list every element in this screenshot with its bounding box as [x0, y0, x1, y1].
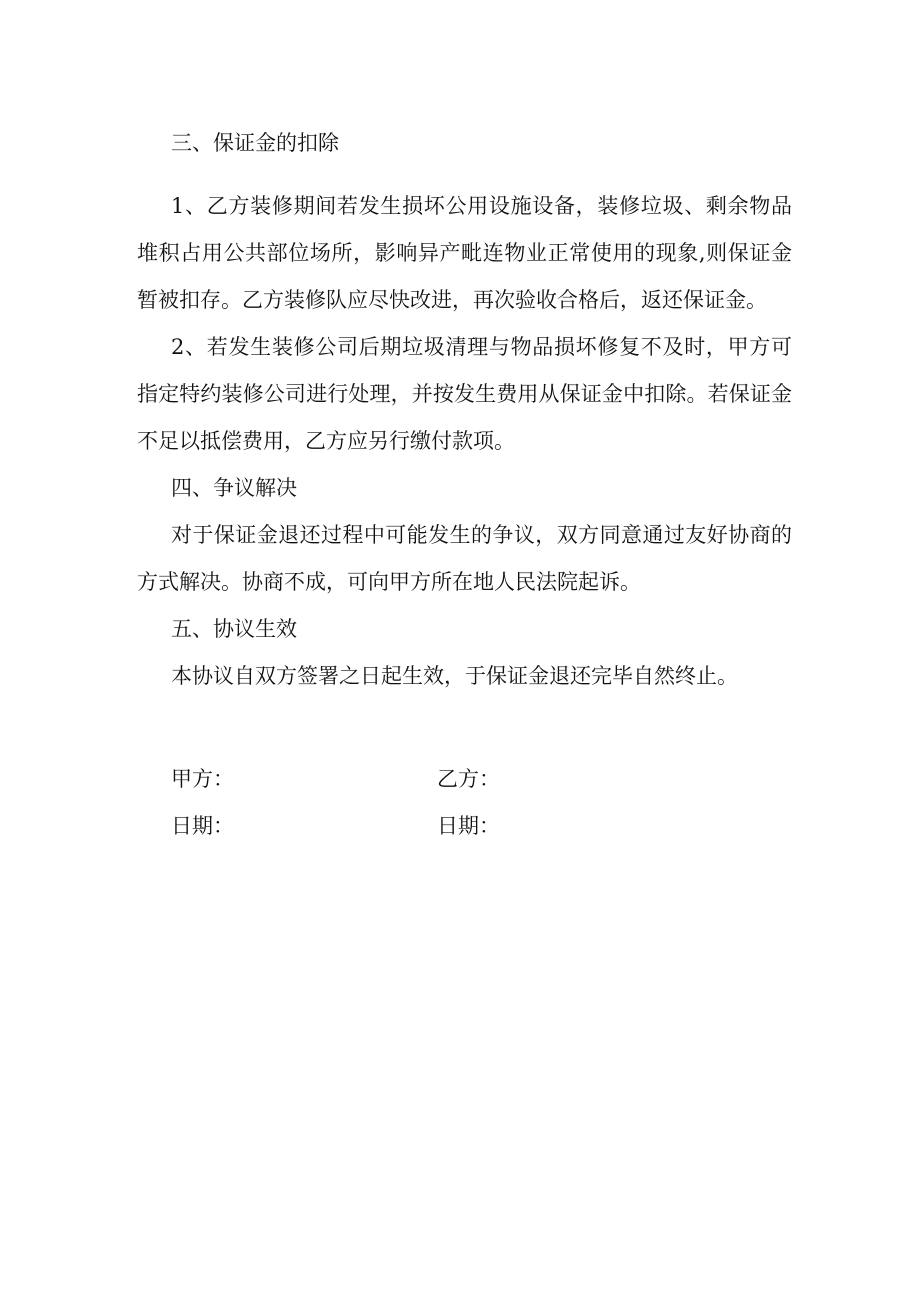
section-5-title: 五、协议生效 [171, 617, 297, 641]
signature-date-row [171, 803, 792, 850]
section-5-paragraph: 本协议自双方签署之日起生效，于保证金退还完毕自然终止。 [171, 664, 738, 688]
section-4-paragraph: 对于保证金退还过程中可能发生的争议，双方同意通过友好协商的方式解决。协商不成，可向甲方所在地人民法院起诉。 [137, 523, 792, 594]
party-a-label: 甲方： [171, 767, 234, 791]
date-a-label: 日期： [171, 814, 234, 838]
signature-party-row [171, 756, 792, 803]
section-3-title: 三、保证金的扣除 [171, 131, 339, 155]
party-b-label: 乙方： [437, 767, 500, 791]
section-4-title: 四、争议解决 [171, 476, 297, 500]
signature-block [137, 756, 792, 850]
section-3-clause-1: 1、乙方装修期间若发生损坏公用设施设备，装修垃圾、剩余物品堆积占用公共部位场所，影响异产毗连物业正常使用的现象,则保证金暂被扣存。乙方装修队应尽快改进，再次验收合格后，返还保证金。 [137, 194, 792, 312]
date-b-label: 日期： [437, 814, 500, 838]
section-3-clause-2: 2、若发生装修公司后期垃圾清理与物品损坏修复不及时，甲方可指定特约装修公司进行处理，并按发生费用从保证金中扣除。若保证金不足以抵偿费用，乙方应另行缴付款项。 [137, 335, 792, 453]
